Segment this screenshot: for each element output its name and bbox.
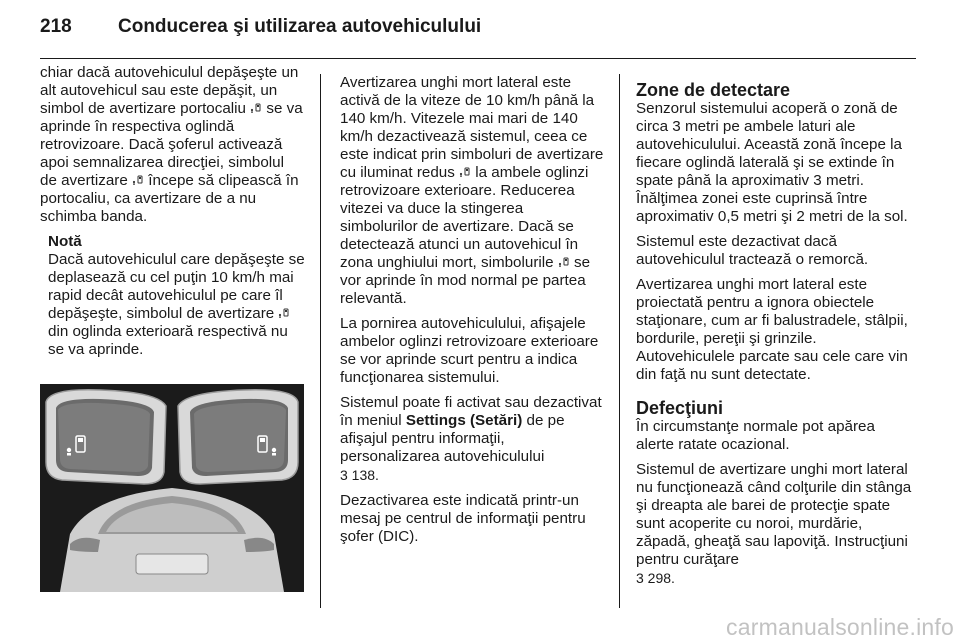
page-number: 218 (40, 16, 72, 37)
column-divider-2 (619, 74, 620, 608)
text: la ambele oglinzi retrovizoare exterioare. Reducerea vitezei va duce la stingerea simbolurilor de avertizare. Dacă se detectează atunci un autovehicul în zona unghiului mort, simbolurile (340, 164, 589, 271)
header-rule (40, 58, 916, 59)
section-heading: Zone de detectare (636, 80, 791, 100)
column-left (40, 64, 305, 359)
text: chiar dacă autovehiculul depăşeşte un alt autovehicul sau este depăşit, un simbol de avertizare portocaliu (40, 64, 299, 117)
note-text (48, 251, 305, 359)
blind-spot-warning-icon (250, 102, 262, 114)
paragraph (636, 461, 914, 588)
paragraph: În circumstanţe normale pot apărea alerte ratate ocazional. (636, 418, 875, 453)
text: Dacă autovehiculul care depăşeşte se deplasează cu cel puţin 10 km/h mai rapid decât autovehiculul pe care îl depăşeşte, simbolul de avertizare (48, 251, 305, 322)
note-title: Notă (48, 233, 82, 250)
paragraph (340, 74, 605, 308)
blind-spot-warning-icon (459, 166, 471, 178)
paragraph: Senzorul sistemului acoperă o zonă de circa 3 metri pe ambele laturi ale autovehiculului. Această zonă începe la fiecare oglindă laterală şi se extinde în spate până la aproximativ 3 metri. Înălţimea zonei este cuprinsă între aproximativ 0,5 metri şi 2 metri de la sol. (636, 100, 908, 225)
blind-spot-warning-icon (558, 256, 570, 268)
column-right (636, 80, 914, 595)
paragraph: Sistemul este dezactivat dacă autovehiculul tractează o remorcă. (636, 233, 869, 268)
blind-spot-warning-icon (278, 307, 290, 319)
watermark: carmanualsonline.info (726, 614, 954, 640)
text: Sistemul poate fi activat sau dezactivat în meniul (340, 394, 602, 429)
text: de pe afişajul pentru informaţii, personalizarea autovehiculului (340, 412, 565, 465)
paragraph (40, 64, 305, 226)
text: începe să clipească în portocaliu, ca avertizare de a nu schimba banda. (40, 172, 299, 225)
column-divider-1 (320, 74, 321, 608)
settings-menu-label: Settings (Setări) (405, 412, 523, 429)
car-rear-mirrors-image (40, 384, 304, 592)
text: din oglinda exterioară respectivă nu se va aprinde. (48, 323, 288, 358)
text: Avertizarea unghi mort lateral este activă de la viteze de 10 km/h până la 140 km/h. Vitezele mai mari de 140 km/h dezactivează sistemul, ceea ce este indicat prin simboluri de avertizare cu iluminat redus (340, 74, 604, 181)
section-heading: Defecţiuni (636, 398, 724, 418)
blind-spot-warning-icon (132, 174, 144, 186)
text: se va aprinde în respectiva oglindă retrovizoare. Dacă şoferul activează apoi semnalizarea direcţiei, simbolul de avertizare (40, 100, 303, 189)
paragraph: Avertizarea unghi mort lateral este proiectată pentru a ignora obiectele staţionare, cum ar fi balustradele, stâlpii, bordurile, pereţii şi grinzile. Autovehiculele parcate sau cele care vin din faţă nu sunt detectate. (636, 276, 908, 383)
page-reference-link[interactable]: 3 298. (636, 570, 675, 586)
note-box (48, 233, 305, 359)
text: Sistemul de avertizare unghi mort lateral nu funcţionează când colţurile din stânga şi dreapta ale barei de protecţie spate sunt acoperite cu noroi, murdărie, zăpadă, gheaţă sau lapoviţă. Instrucţiuni pentru curăţare (636, 461, 912, 568)
paragraph: Dezactivarea este indicată printr-un mesaj pe centrul de informaţii pentru şofer (DIC). (340, 492, 586, 545)
page-reference-link[interactable]: 3 138. (340, 467, 379, 483)
page-header-title: Conducerea şi utilizarea autovehiculului (118, 16, 482, 37)
paragraph: La pornirea autovehiculului, afişajele ambelor oglinzi retrovizoare exterioare se vor aprinde scurt pentru a indica funcţionarea sistemului. (340, 315, 599, 386)
paragraph (340, 394, 605, 485)
text: se vor aprinde în mod normal pe partea relevantă. (340, 254, 591, 307)
column-middle (340, 74, 605, 553)
mirror-illustration (40, 384, 304, 592)
